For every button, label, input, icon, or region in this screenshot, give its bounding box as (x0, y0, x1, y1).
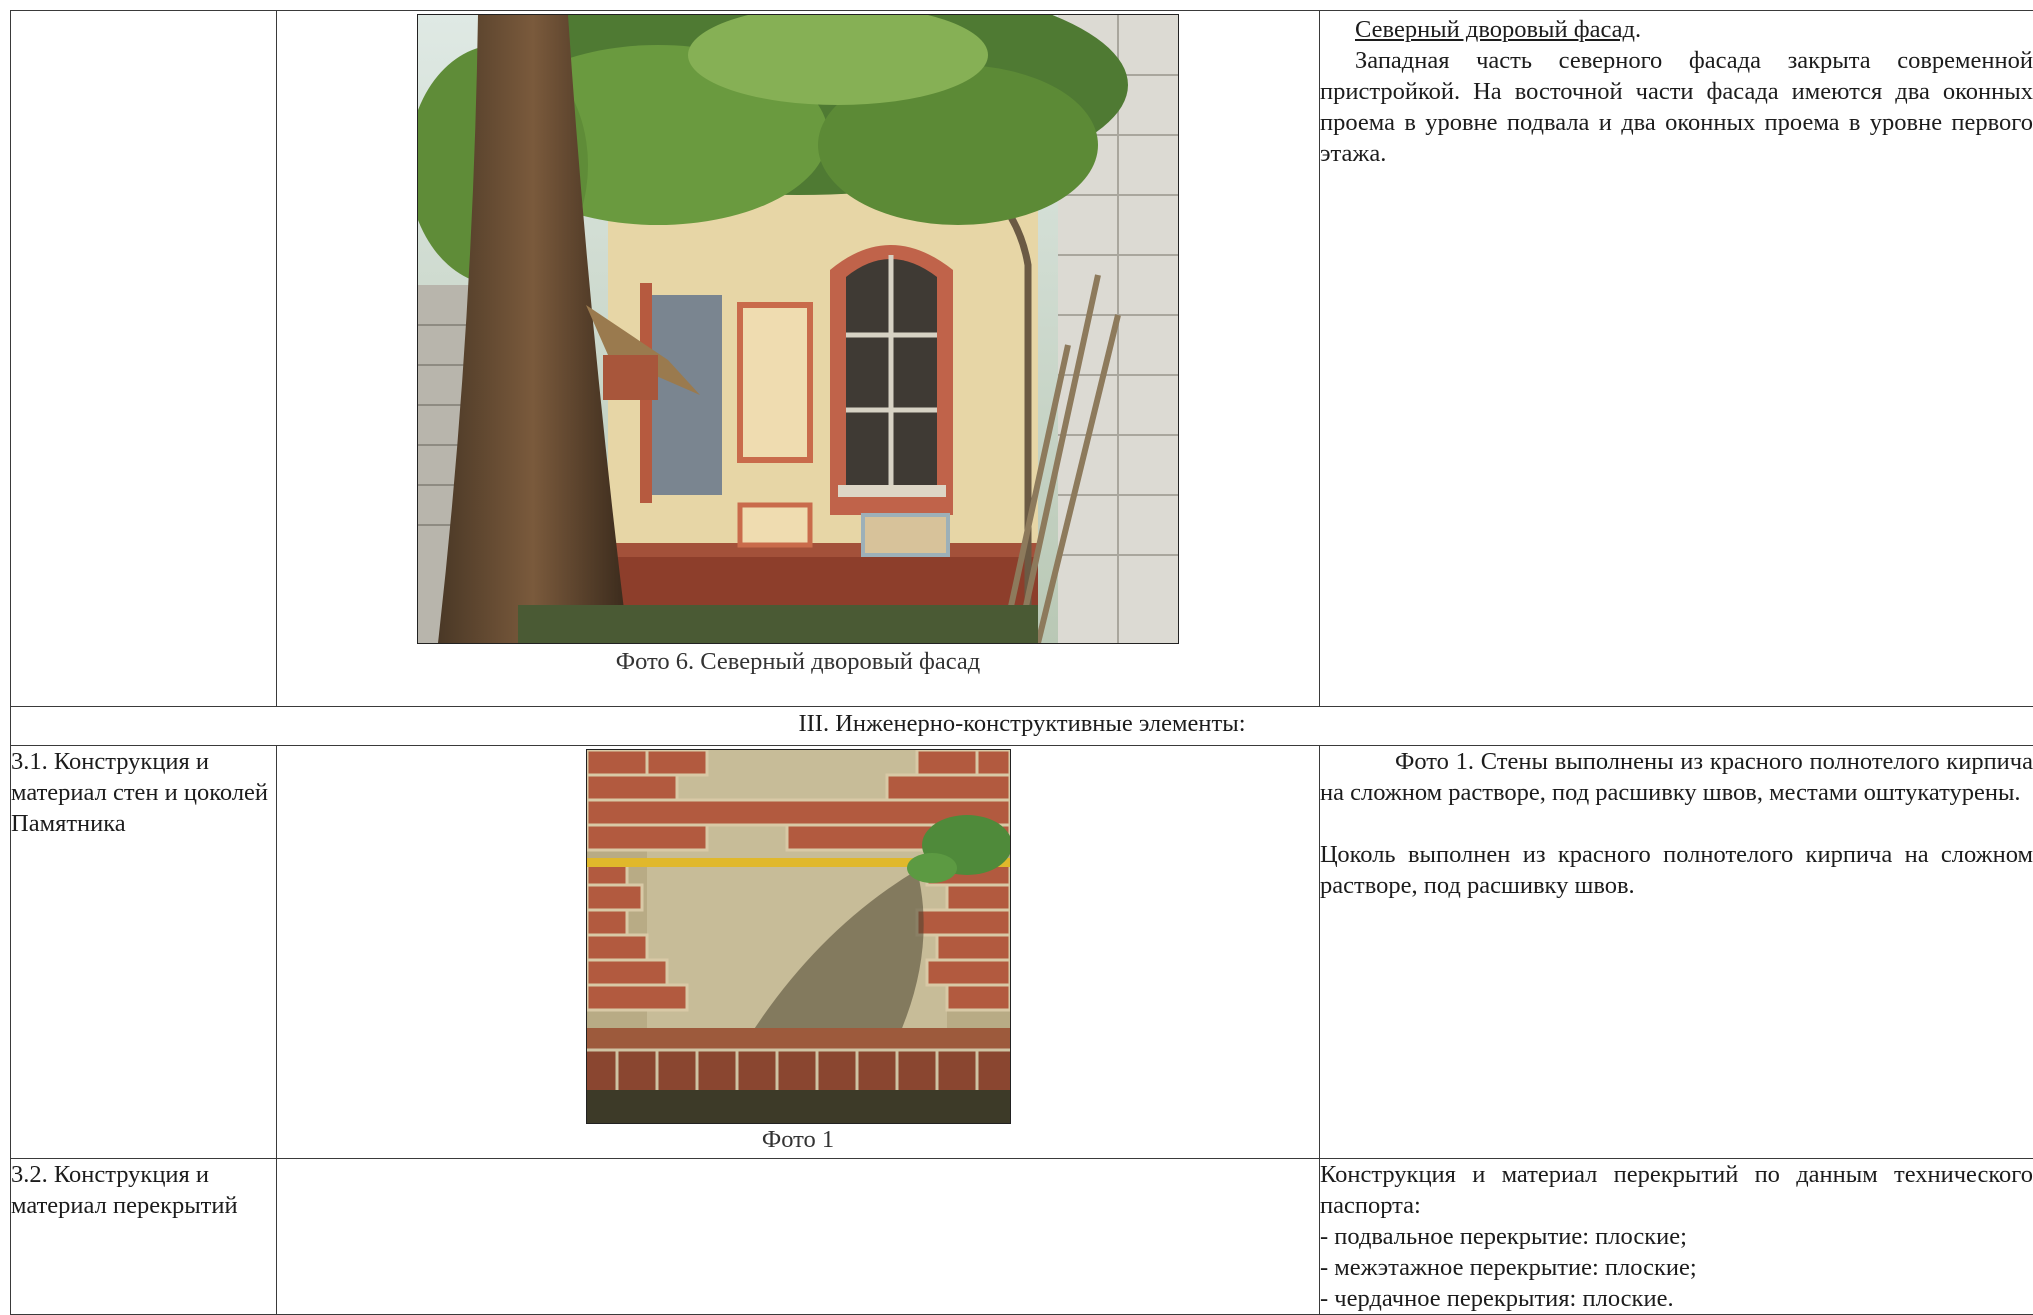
facade-heading (1320, 14, 2033, 45)
facade-description-cell (1320, 11, 2033, 707)
photo-cell-6 (277, 11, 1320, 707)
document-table (10, 10, 2033, 1315)
walls-description-cell (1320, 746, 2033, 1159)
photo-north-facade (417, 14, 1179, 644)
floors-description-cell (1320, 1159, 2033, 1315)
floors-line: - подвальное перекрытие: плоские; (1320, 1221, 2033, 1252)
photo-cell-1 (277, 746, 1320, 1159)
floors-row (11, 1159, 2033, 1315)
empty-photo-cell (277, 1159, 1320, 1315)
walls-label: 3.1. Конструкция и материал стен и цоколей Памятника (11, 746, 277, 1159)
floors-label: 3.2. Конструкция и материал перекрытий (11, 1159, 277, 1315)
floors-line: - межэтажное перекрытие: плоские; (1320, 1252, 2033, 1283)
facade-row (11, 11, 2033, 707)
walls-row (11, 746, 2033, 1159)
photo-caption: Фото 6. Северный дворовый фасад (277, 646, 1319, 677)
section-header-row (11, 707, 2033, 746)
photo-brick-wall (586, 749, 1011, 1124)
plinth-description: Цоколь выполнен из красного полнотелого кирпича на сложном растворе, под расшивку швов. (1320, 839, 2033, 901)
walls-description: Фото 1. Стены выполнены из красного полнотелого кирпича на сложном растворе, под расшивку швов, местами оштукатурены. (1320, 746, 2033, 808)
floors-line: Конструкция и материал перекрытий по данным технического паспорта: (1320, 1159, 2033, 1221)
facade-heading-text: Северный дворовый фасад (1355, 16, 1635, 43)
floors-line: - чердачное перекрытия: плоские. (1320, 1283, 2033, 1314)
photo-caption: Фото 1 (277, 1124, 1319, 1155)
section-title: III. Инженерно-конструктивные элементы: (11, 707, 2033, 746)
facade-description: Западная часть северного фасада закрыта современной пристройкой. На восточной части фасада имеются два оконных проема в уровне подвала и два оконных проема в уровне первого этажа. (1320, 45, 2033, 169)
facade-heading-period: . (1635, 16, 1641, 43)
empty-label-cell (11, 11, 277, 707)
